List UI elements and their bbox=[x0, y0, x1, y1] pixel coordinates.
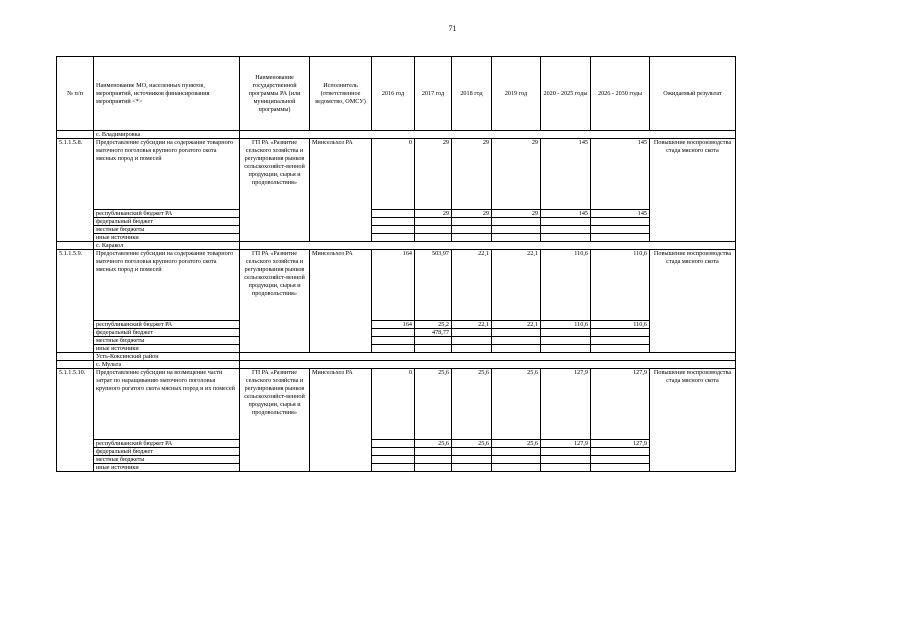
section-row bbox=[57, 131, 736, 139]
funding-source-value bbox=[415, 337, 452, 345]
funding-source-label: иные источники bbox=[94, 234, 240, 242]
funding-source-value bbox=[492, 456, 541, 464]
funding-source-value bbox=[492, 226, 541, 234]
funding-source-row bbox=[57, 210, 736, 218]
funding-source-row bbox=[57, 234, 736, 242]
funding-source-row bbox=[57, 226, 736, 234]
funding-source-value bbox=[492, 329, 541, 337]
funding-source-value: 478,77 bbox=[415, 329, 452, 337]
funding-source-value: 29 bbox=[452, 210, 492, 218]
header-2026-2030: 2026 - 2030 годы bbox=[591, 57, 650, 131]
section-title: с. Владимировка bbox=[94, 131, 240, 139]
funding-source-label: федеральный бюджет bbox=[94, 218, 240, 226]
funding-source-value bbox=[372, 337, 415, 345]
funding-source-label: местные бюджеты bbox=[94, 337, 240, 345]
funding-source-label: республиканский бюджет РА bbox=[94, 210, 240, 218]
section-title: с. Каракол bbox=[94, 242, 240, 250]
funding-source-value bbox=[415, 456, 452, 464]
measure-value: 127,9 bbox=[541, 369, 591, 440]
funding-source-value bbox=[541, 464, 591, 472]
funding-source-value: 22,1 bbox=[492, 321, 541, 329]
funding-source-row bbox=[57, 448, 736, 456]
funding-source-label: местные бюджеты bbox=[94, 456, 240, 464]
measure-program: ГП РА «Развитие сельского хозяйства и регулирования рынков сельскохозяйст-венной продукции, сырья и продовольствия» bbox=[240, 250, 310, 353]
funding-source-row bbox=[57, 218, 736, 226]
measure-value: 22,1 bbox=[492, 250, 541, 321]
measure-name: Предоставление субсидии на содержание товарного маточного поголовья крупного рогатого скота мясных пород и помесей bbox=[94, 250, 240, 321]
funding-source-value bbox=[452, 464, 492, 472]
measure-value: 503,97 bbox=[415, 250, 452, 321]
funding-source-value bbox=[492, 337, 541, 345]
measure-value: 0 bbox=[372, 139, 415, 210]
header-2020-2025: 2020 - 2025 годы bbox=[541, 57, 591, 131]
funding-source-value bbox=[372, 448, 415, 456]
header-name: Наименование МО, населенных пунктов, мероприятий, источников финансирования мероприятий <*> bbox=[94, 57, 240, 131]
section-row bbox=[57, 353, 736, 361]
measure-program: ГП РА «Развитие сельского хозяйства и регулирования рынков сельскохозяйст-венной продукции, сырья и продовольствия» bbox=[240, 369, 310, 472]
measure-value: 29 bbox=[452, 139, 492, 210]
measure-result: Повышение воспроизводства стада мясного скота bbox=[650, 139, 736, 242]
funding-source-value: 29 bbox=[415, 210, 452, 218]
funding-source-row bbox=[57, 440, 736, 448]
funding-source-value: 22,1 bbox=[452, 321, 492, 329]
funding-source-value: 25,6 bbox=[415, 440, 452, 448]
header-executor: Исполнитель (ответственное ведомство, ОМСУ) bbox=[310, 57, 372, 131]
measure-value: 110,6 bbox=[591, 250, 650, 321]
measure-row bbox=[57, 369, 736, 440]
funding-source-value: 127,9 bbox=[541, 440, 591, 448]
funding-source-row bbox=[57, 345, 736, 353]
funding-source-value bbox=[452, 226, 492, 234]
section-filler bbox=[240, 361, 736, 369]
funding-source-label: федеральный бюджет bbox=[94, 329, 240, 337]
funding-source-value bbox=[372, 226, 415, 234]
measure-result: Повышение воспроизводства стада мясного скота bbox=[650, 369, 736, 472]
measure-program: ГП РА «Развитие сельского хозяйства и регулирования рынков сельскохозяйст-венной продукции, сырья и продовольствия» bbox=[240, 139, 310, 242]
funding-source-value bbox=[372, 329, 415, 337]
funding-source-value bbox=[415, 226, 452, 234]
funding-source-value bbox=[452, 337, 492, 345]
funding-source-value bbox=[541, 456, 591, 464]
funding-source-value bbox=[415, 448, 452, 456]
funding-source-value bbox=[541, 448, 591, 456]
measure-result: Повышение воспроизводства стада мясного скота bbox=[650, 250, 736, 353]
funding-source-label: республиканский бюджет РА bbox=[94, 440, 240, 448]
measure-value: 164 bbox=[372, 250, 415, 321]
measure-value: 29 bbox=[415, 139, 452, 210]
measure-value: 22,1 bbox=[452, 250, 492, 321]
funding-source-value bbox=[541, 345, 591, 353]
measure-value: 25,6 bbox=[452, 369, 492, 440]
funding-source-value bbox=[372, 345, 415, 353]
funding-source-value bbox=[415, 234, 452, 242]
measure-name: Предоставление субсидии на содержание товарного маточного поголовья крупного рогатого скота мясных пород и помесей bbox=[94, 139, 240, 210]
funding-source-value bbox=[452, 329, 492, 337]
section-row bbox=[57, 361, 736, 369]
funding-source-row bbox=[57, 337, 736, 345]
funding-source-value: 25,6 bbox=[452, 440, 492, 448]
funding-source-value bbox=[452, 234, 492, 242]
funding-source-label: иные источники bbox=[94, 464, 240, 472]
measure-value: 29 bbox=[492, 139, 541, 210]
funding-source-value: 110,6 bbox=[541, 321, 591, 329]
section-num-cell bbox=[57, 242, 94, 250]
funding-source-value bbox=[541, 234, 591, 242]
measure-value: 127,9 bbox=[591, 369, 650, 440]
funding-source-value bbox=[492, 448, 541, 456]
section-num-cell bbox=[57, 131, 94, 139]
funding-source-value: 164 bbox=[372, 321, 415, 329]
funding-source-label: местные бюджеты bbox=[94, 226, 240, 234]
section-title: с. Мульта bbox=[94, 361, 240, 369]
measure-executor: Минсельхоз РА bbox=[310, 139, 372, 242]
measure-row bbox=[57, 139, 736, 210]
funding-source-value: 127,9 bbox=[591, 440, 650, 448]
measure-executor: Минсельхоз РА bbox=[310, 369, 372, 472]
funding-source-value bbox=[591, 448, 650, 456]
section-num-cell bbox=[57, 353, 94, 361]
header-2016: 2016 год bbox=[372, 57, 415, 131]
header-2018: 2018 год bbox=[452, 57, 492, 131]
section-num-cell bbox=[57, 361, 94, 369]
section-row bbox=[57, 242, 736, 250]
header-2019: 2019 год bbox=[492, 57, 541, 131]
funding-source-value bbox=[492, 234, 541, 242]
measure-row bbox=[57, 250, 736, 321]
measure-executor: Минсельхоз РА bbox=[310, 250, 372, 353]
funding-source-value bbox=[541, 218, 591, 226]
section-filler bbox=[240, 242, 736, 250]
header-row bbox=[57, 57, 736, 131]
funding-source-value bbox=[591, 226, 650, 234]
measure-value: 145 bbox=[541, 139, 591, 210]
measure-value: 25,6 bbox=[492, 369, 541, 440]
funding-source-value bbox=[372, 464, 415, 472]
funding-source-value bbox=[541, 337, 591, 345]
funding-source-label: республиканский бюджет РА bbox=[94, 321, 240, 329]
measure-num: 5.1.1.5.8. bbox=[57, 139, 94, 242]
funding-source-value bbox=[591, 329, 650, 337]
header-2017: 2017 год bbox=[415, 57, 452, 131]
funding-source-value bbox=[372, 456, 415, 464]
funding-source-value bbox=[591, 456, 650, 464]
funding-source-value bbox=[415, 218, 452, 226]
measures-table bbox=[56, 56, 736, 472]
funding-source-value bbox=[591, 464, 650, 472]
section-filler bbox=[240, 131, 736, 139]
funding-source-value bbox=[372, 440, 415, 448]
funding-source-value: 110,6 bbox=[591, 321, 650, 329]
header-program: Наименование государственной программы РА (или муниципальной программы) bbox=[240, 57, 310, 131]
funding-source-value bbox=[372, 218, 415, 226]
funding-source-value: 29 bbox=[492, 210, 541, 218]
measure-value: 145 bbox=[591, 139, 650, 210]
funding-source-value: 25,2 bbox=[415, 321, 452, 329]
funding-source-row bbox=[57, 321, 736, 329]
section-title: Усть-Коксинский район bbox=[94, 353, 240, 361]
funding-source-value bbox=[452, 456, 492, 464]
funding-source-label: федеральный бюджет bbox=[94, 448, 240, 456]
measure-value: 25,6 bbox=[415, 369, 452, 440]
funding-source-row bbox=[57, 456, 736, 464]
measure-value: 110,6 bbox=[541, 250, 591, 321]
funding-source-row bbox=[57, 464, 736, 472]
funding-source-value bbox=[372, 210, 415, 218]
section-filler bbox=[240, 353, 736, 361]
funding-source-value bbox=[492, 464, 541, 472]
header-num: № п/п bbox=[57, 57, 94, 131]
funding-source-value bbox=[492, 345, 541, 353]
measure-value: 0 bbox=[372, 369, 415, 440]
measure-num: 5.1.1.5.9. bbox=[57, 250, 94, 353]
measure-num: 5.1.1.5.10. bbox=[57, 369, 94, 472]
funding-source-value bbox=[541, 226, 591, 234]
funding-source-value bbox=[372, 234, 415, 242]
measure-name: Предоставление субсидии на возмещение части затрат по наращиванию маточного поголовья крупного рогатого скота мясных пород и их помесей bbox=[94, 369, 240, 440]
funding-source-value bbox=[492, 218, 541, 226]
funding-source-value bbox=[415, 345, 452, 353]
funding-source-value bbox=[541, 329, 591, 337]
funding-source-value bbox=[452, 218, 492, 226]
funding-source-row bbox=[57, 329, 736, 337]
funding-source-value: 25,6 bbox=[492, 440, 541, 448]
funding-source-value bbox=[415, 464, 452, 472]
funding-source-value: 145 bbox=[591, 210, 650, 218]
funding-source-value bbox=[591, 337, 650, 345]
funding-source-value: 145 bbox=[541, 210, 591, 218]
funding-source-label: иные источники bbox=[94, 345, 240, 353]
page-number: 71 bbox=[448, 24, 457, 33]
funding-source-value bbox=[591, 345, 650, 353]
funding-source-value bbox=[452, 448, 492, 456]
funding-source-value bbox=[591, 234, 650, 242]
funding-source-value bbox=[452, 345, 492, 353]
header-result: Ожидаемый результат bbox=[650, 57, 736, 131]
funding-source-value bbox=[591, 218, 650, 226]
